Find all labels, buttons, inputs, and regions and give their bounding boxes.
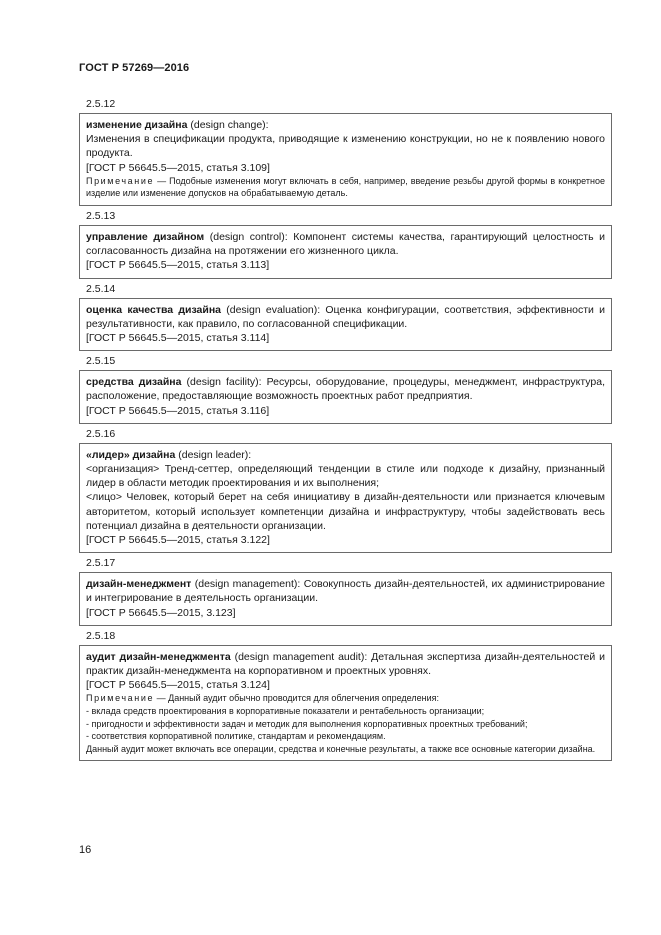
note	[86, 175, 605, 200]
note-list-item: - соответствия корпоративной политике, стандартам и рекомендациям.	[86, 731, 386, 742]
term: средства дизайна	[86, 376, 182, 389]
term-entry	[79, 572, 612, 626]
entry-number: 2.5.14	[86, 282, 116, 295]
term: оценка качества дизайна	[86, 303, 222, 316]
source-reference: [ГОСТ Р 56645.5—2015, статья 3.114]	[86, 332, 270, 345]
term-entry	[79, 225, 612, 279]
entry-number: 2.5.17	[86, 557, 116, 570]
term-english: (design change):	[187, 119, 269, 131]
definition-person: <лицо> Человек, который берет на себя инициативу в дизайн-деятельности или признается ключевым авторитетом, который использует компетенции дизайна и инфраструктуру, чтобы задействовать весь потенциал дизайна в деятельности организации.	[86, 491, 605, 532]
definition-organization: <организация> Тренд-сеттер, определяющий тенденции в стиле или подходе к дизайну, признанный лидер в области методик проектирования и их выполнения;	[86, 463, 605, 490]
term: аудит дизайн-менеджмента	[86, 650, 231, 663]
entry-number: 2.5.12	[86, 98, 116, 110]
term-entry	[79, 645, 612, 762]
definition: Изменения в спецификации продукта, приводящие к изменению конструкции, но не к появлению нового продукта.	[86, 133, 605, 160]
note-text: — Подобные изменения могут включать в себя, например, введение резьбы другой формы в конкретное изделие или изменение допусков на обрабатываемую деталь.	[86, 175, 605, 199]
term-entry	[79, 298, 612, 352]
entry-number: 2.5.13	[86, 210, 116, 222]
source-reference: [ГОСТ Р 56645.5—2015, статья 3.122]	[86, 534, 270, 547]
note-label: Примечание	[86, 175, 155, 186]
note-list-item: - вклада средств проектирования в корпоративные показатели и рентабельность организации;	[86, 706, 485, 717]
page-number: 16	[79, 844, 92, 856]
page-header: ГОСТ Р 57269—2016	[79, 62, 190, 74]
term-entry	[79, 370, 612, 424]
note-label: Примечание	[86, 693, 155, 704]
term: управление дизайном	[86, 231, 205, 243]
note-tail: Данный аудит может включать все операции, средства и конечные результаты, а также все основные категории дизайна.	[86, 743, 596, 754]
entry-number: 2.5.16	[86, 427, 116, 440]
term-entry	[79, 113, 612, 206]
note-list-item: - пригодности и эффективности задач и методик для выполнения корпоративных проектных требований;	[86, 718, 528, 729]
definition: (design management audit): Детальная экспертиза дизайн-деятельностей и практик дизайн-менеджмента на корпоративном и проектных уровнях.	[86, 650, 605, 678]
definition: (design facility): Ресурсы, оборудование, процедуры, менеджмент, инфраструктура, расположение, предоставляющие возможность проектных работ предприятия.	[86, 376, 605, 403]
entry-number: 2.5.15	[86, 355, 116, 368]
note	[86, 692, 605, 705]
source-reference: [ГОСТ Р 56645.5—2015, статья 3.113]	[86, 259, 270, 272]
note-text: — Данный аудит обычно проводится для облегчения определения:	[154, 693, 439, 704]
term: изменение дизайна	[86, 119, 188, 131]
definition: (design control): Компонент системы качества, гарантирующий целостность и согласованность дизайна на протяжении его жизненного цикла.	[86, 231, 606, 258]
term-english: (design leader):	[175, 448, 252, 461]
definition: (design management): Совокупность дизайн-деятельностей, их администрирование и интегрирование в деятельность организации.	[86, 578, 605, 605]
source-reference: [ГОСТ Р 56645.5—2015, статья 3.116]	[86, 404, 270, 417]
source-reference: [ГОСТ Р 56645.5—2015, статья 3.124]	[86, 679, 270, 692]
source-reference: [ГОСТ Р 56645.5—2015, 3.123]	[86, 606, 236, 619]
term-entry	[79, 443, 612, 553]
entry-number: 2.5.18	[86, 629, 116, 642]
term: дизайн-менеджмент	[86, 578, 192, 591]
definition: (design evaluation): Оценка конфигурации, соответствия, эффективности и результативности, как правило, по согласованной спецификации.	[86, 303, 605, 330]
source-reference: [ГОСТ Р 56645.5—2015, статья 3.109]	[86, 161, 270, 174]
term: «лидер» дизайна	[86, 448, 176, 461]
terms-list	[79, 98, 612, 765]
